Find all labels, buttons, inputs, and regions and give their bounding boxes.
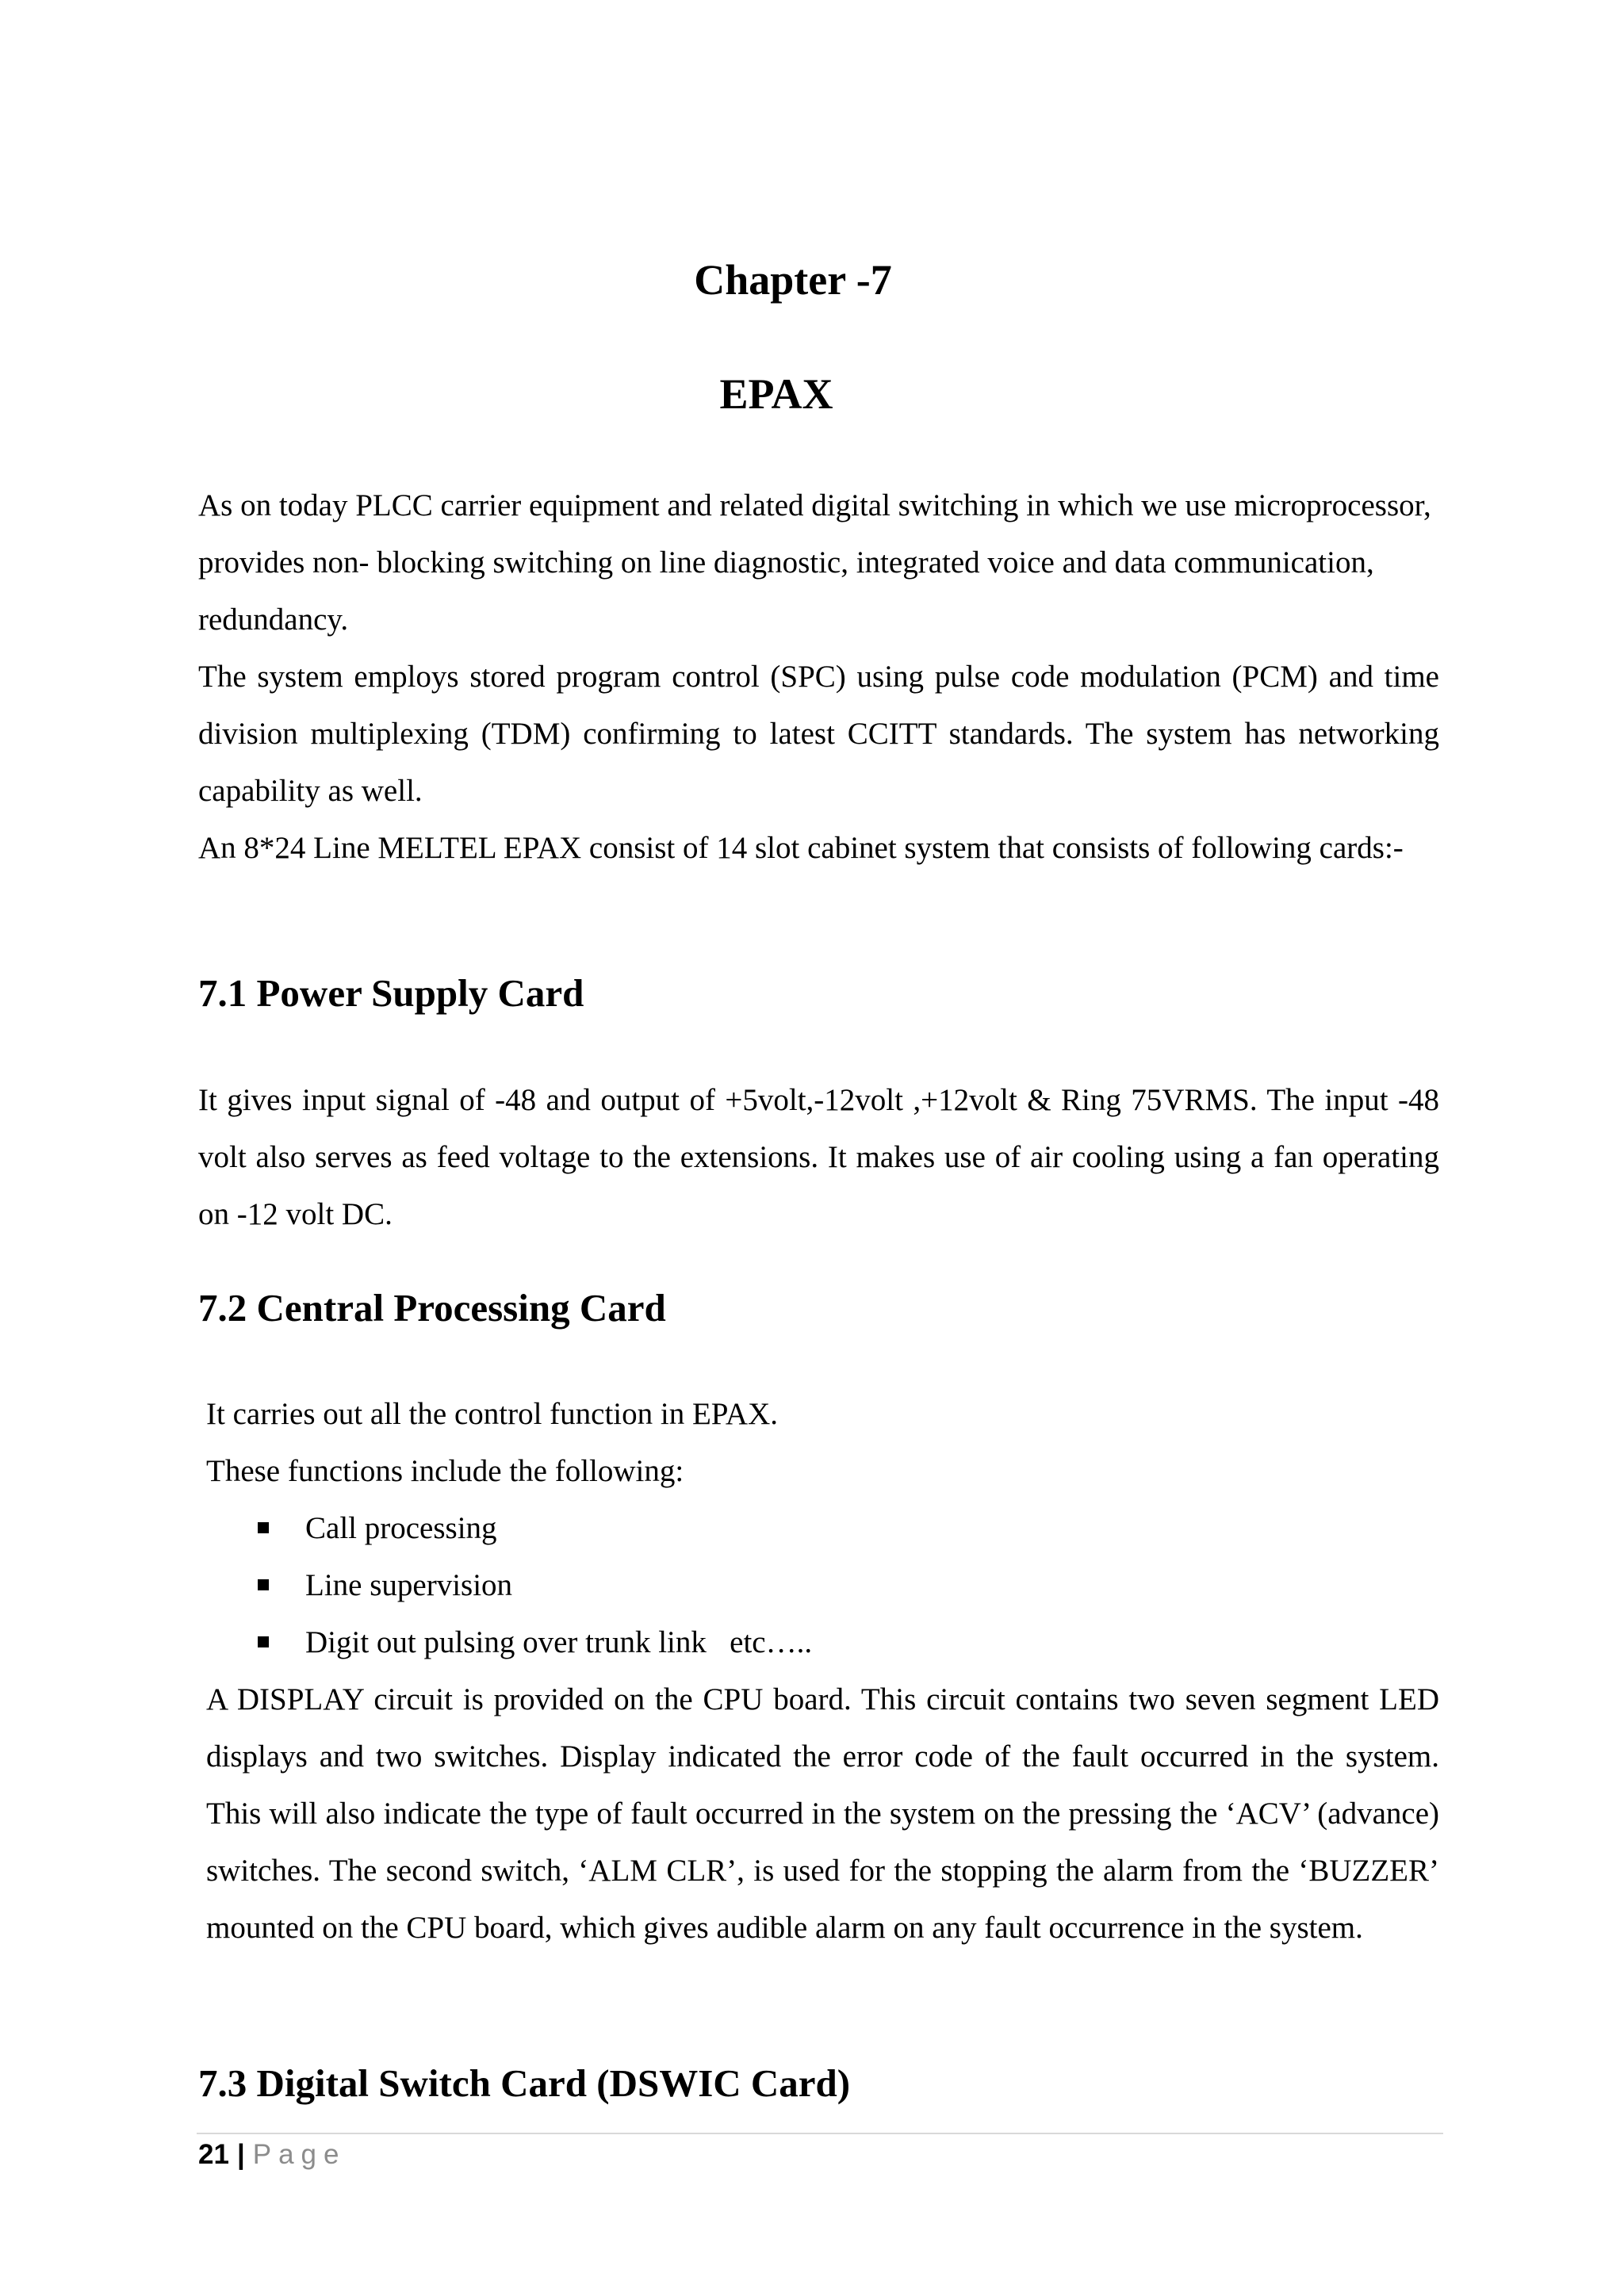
section-7-2-paragraph: A DISPLAY circuit is provided on the CPU board. This circuit contains two seven segment LED displays and two switches. Display indicated the error code of the fault occurred in the system. This will also indicate the type of fault occurred in the system on the pressing the ‘ACV’ (advance) switches. The second switch, ‘ALM CLR’, is used for the stopping the alarm from the ‘BUZZER’ mounted on the CPU board, which gives audible alarm on any fault occurrence in the system.	[206, 1682, 1439, 1945]
square-bullet-icon	[258, 1636, 269, 1647]
intro-block	[198, 477, 1439, 877]
list-item-text: Digit out pulsing over trunk link etc…..	[305, 1625, 813, 1659]
list-item	[198, 1500, 1439, 1557]
section-heading-7-2: 7.2 Central Processing Card	[198, 1286, 666, 1330]
function-list	[198, 1500, 1439, 1671]
intro-paragraph-2: The system employs stored program control (SPC) using pulse code modulation (PCM) and time division multiplexing (TDM) confirming to latest CCITT standards. The system has networking capability as well.	[198, 660, 1439, 808]
list-item-text: Line supervision	[305, 1568, 513, 1602]
section-7-2-line-2: These functions include the following:	[206, 1454, 684, 1488]
section-7-1-paragraph: It gives input signal of -48 and output of +5volt,-12volt ,+12volt & Ring 75VRMS. The input -48 volt also serves as feed voltage to the extensions. It makes use of air cooling using a fan operating on -12 volt DC.	[198, 1083, 1439, 1231]
page-label: Page	[252, 2139, 347, 2170]
section-heading-7-1: 7.1 Power Supply Card	[198, 971, 584, 1015]
section-7-2-body	[198, 1386, 1439, 1957]
intro-paragraph-1: As on today PLCC carrier equipment and related digital switching in which we use microprocessor, provides non- blocking switching on line diagnostic, integrated voice and data communication, redundancy.	[198, 488, 1431, 637]
section-7-1-body	[198, 1072, 1439, 1243]
section-heading-7-3: 7.3 Digital Switch Card (DSWIC Card)	[198, 2061, 851, 2105]
footer-divider	[197, 2133, 1443, 2134]
chapter-subtitle: EPAX	[719, 370, 833, 418]
list-item-text: Call processing	[305, 1511, 497, 1545]
section-7-2-line-1: It carries out all the control function in EPAX.	[206, 1397, 778, 1431]
footer-separator: |	[236, 2139, 245, 2170]
page-number: 21	[198, 2139, 229, 2170]
square-bullet-icon	[258, 1522, 269, 1533]
list-item	[198, 1557, 1439, 1614]
page-footer	[198, 2135, 346, 2175]
list-item	[198, 1614, 1439, 1671]
square-bullet-icon	[258, 1579, 269, 1590]
chapter-title: Chapter -7	[694, 256, 892, 304]
intro-paragraph-3: An 8*24 Line MELTEL EPAX consist of 14 slot cabinet system that consists of following cards:-	[198, 831, 1404, 865]
